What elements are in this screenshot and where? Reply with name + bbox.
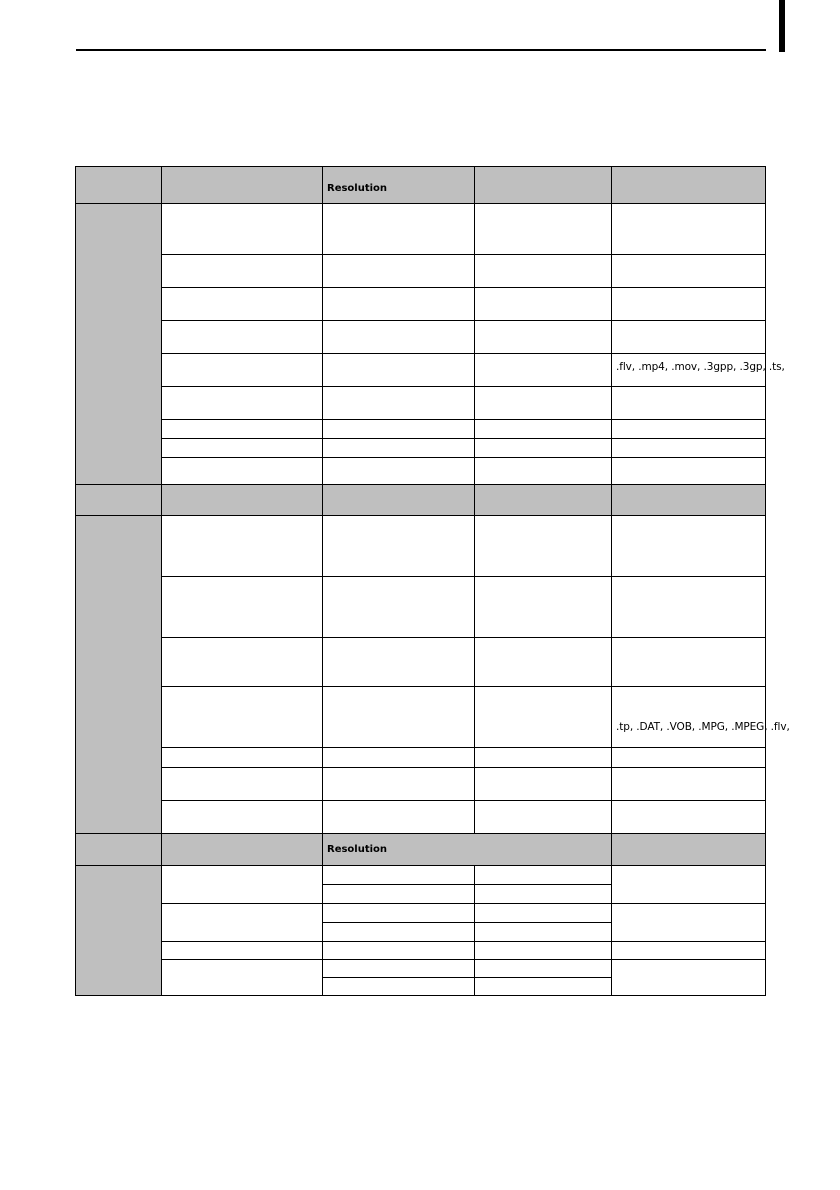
table-cell <box>612 255 766 288</box>
table-cell <box>323 748 475 768</box>
table-row <box>76 204 766 255</box>
table-cell <box>162 942 323 960</box>
table-cell <box>162 748 323 768</box>
table-row <box>76 439 766 458</box>
table-cell <box>323 458 475 485</box>
table-row <box>76 354 766 387</box>
table-cell <box>475 748 612 768</box>
table-header-row <box>76 167 766 204</box>
header-cell <box>76 485 162 516</box>
header-cell <box>323 167 475 204</box>
table-cell <box>162 420 323 439</box>
category-cell <box>76 866 162 996</box>
table-cell <box>475 516 612 577</box>
table-cell <box>475 458 612 485</box>
header-cell <box>76 834 162 866</box>
table-cell <box>475 420 612 439</box>
header-cell <box>612 485 766 516</box>
category-cell <box>76 516 162 834</box>
header-cell <box>612 834 766 866</box>
table-row <box>76 942 766 960</box>
table-cell <box>323 942 475 960</box>
table-cell <box>323 638 475 687</box>
table-cell <box>162 904 323 942</box>
table-cell <box>612 321 766 354</box>
table-cell <box>162 288 323 321</box>
table-cell <box>612 866 766 904</box>
table-cell <box>612 638 766 687</box>
table-cell <box>162 960 323 996</box>
resolution-header-label: Resolution <box>327 183 388 194</box>
table-cell <box>612 387 766 420</box>
table-cell <box>162 577 323 638</box>
table-row <box>76 321 766 354</box>
table-row <box>76 866 766 885</box>
table-cell <box>475 255 612 288</box>
table-cell <box>162 638 323 687</box>
table-cell <box>612 420 766 439</box>
table-cell <box>323 577 475 638</box>
table-cell <box>323 885 475 904</box>
table-cell <box>612 439 766 458</box>
table-cell <box>323 204 475 255</box>
header-cell <box>162 834 323 866</box>
table-cell <box>323 801 475 834</box>
header-rule <box>76 49 766 51</box>
file-extensions-text: .tp, .DAT, .VOB, .MPG, .MPEG, .flv, <box>616 721 790 733</box>
table-row <box>76 768 766 801</box>
page-corner-marker <box>779 0 785 52</box>
table-row <box>76 638 766 687</box>
table-cell <box>162 768 323 801</box>
table-cell <box>475 387 612 420</box>
table-row <box>76 801 766 834</box>
table-header-row <box>76 485 766 516</box>
file-extensions-text: .flv, .mp4, .mov, .3gpp, .3gp, .ts, <box>616 361 785 373</box>
table-cell <box>323 768 475 801</box>
table-cell <box>162 387 323 420</box>
table-cell <box>612 748 766 768</box>
table-row <box>76 960 766 978</box>
table-cell <box>612 516 766 577</box>
table-cell <box>475 866 612 885</box>
table-cell <box>323 321 475 354</box>
table-cell <box>475 687 612 748</box>
resolution-header-label: Resolution <box>327 844 388 855</box>
table-cell <box>475 885 612 904</box>
table-cell <box>612 687 790 748</box>
table-row <box>76 577 766 638</box>
table-cell <box>612 801 766 834</box>
table-cell <box>162 204 323 255</box>
table-row <box>76 458 766 485</box>
table-cell <box>475 204 612 255</box>
table-cell <box>323 255 475 288</box>
table-cell <box>475 638 612 687</box>
table-cell <box>475 904 612 923</box>
table-cell <box>323 687 475 748</box>
table-row <box>76 420 766 439</box>
header-cell <box>162 485 323 516</box>
table-cell <box>612 768 766 801</box>
table-cell <box>162 687 323 748</box>
table-cell <box>323 923 475 942</box>
table-header-row <box>76 834 766 866</box>
table-cell <box>323 439 475 458</box>
media-format-table <box>75 166 790 996</box>
table-cell <box>475 978 612 996</box>
table-row <box>76 687 766 748</box>
table-row <box>76 288 766 321</box>
table-cell <box>475 768 612 801</box>
table-cell <box>475 923 612 942</box>
header-cell <box>162 167 323 204</box>
table-cell <box>475 942 612 960</box>
header-cell <box>475 167 612 204</box>
table-cell <box>612 458 766 485</box>
table-cell <box>162 321 323 354</box>
table-cell <box>475 960 612 978</box>
table-cell <box>323 978 475 996</box>
table-cell <box>612 577 766 638</box>
header-cell <box>76 167 162 204</box>
table-cell <box>612 904 766 942</box>
table-cell <box>323 866 475 885</box>
table-cell <box>475 439 612 458</box>
table-cell <box>475 801 612 834</box>
table-cell <box>475 354 612 387</box>
table-cell <box>323 288 475 321</box>
table-cell <box>323 387 475 420</box>
category-cell <box>76 204 162 485</box>
table-cell <box>162 439 323 458</box>
table-cell <box>612 288 766 321</box>
table-cell <box>162 458 323 485</box>
table-cell <box>323 354 475 387</box>
header-cell <box>475 485 612 516</box>
table-row <box>76 387 766 420</box>
table-cell <box>162 801 323 834</box>
table-cell <box>612 960 766 996</box>
table-cell <box>612 354 785 387</box>
table-cell <box>323 420 475 439</box>
table-cell <box>323 960 475 978</box>
table-cell <box>162 516 323 577</box>
table-cell <box>612 204 766 255</box>
table-row <box>76 516 766 577</box>
table-row <box>76 748 766 768</box>
table-cell <box>323 516 475 577</box>
table-cell <box>475 288 612 321</box>
table-cell <box>612 942 766 960</box>
header-cell <box>612 167 766 204</box>
table-cell <box>475 577 612 638</box>
header-cell <box>323 834 612 866</box>
table-cell <box>162 866 323 904</box>
table-cell <box>323 904 475 923</box>
table-row <box>76 255 766 288</box>
table-cell <box>162 255 323 288</box>
table-row <box>76 904 766 923</box>
table-cell <box>475 321 612 354</box>
header-cell <box>323 485 475 516</box>
table-cell <box>162 354 323 387</box>
